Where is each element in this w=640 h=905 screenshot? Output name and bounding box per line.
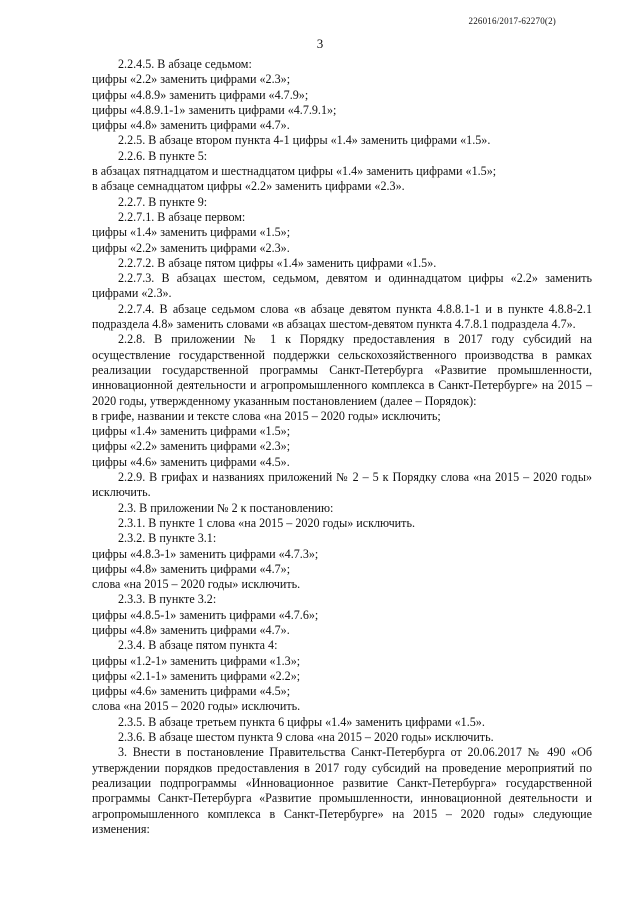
paragraph: цифры «2.2» заменить цифрами «2.3»; bbox=[92, 439, 291, 454]
paragraph: 2.2.6. В пункте 5: bbox=[118, 148, 208, 163]
paragraph: цифры «2.1-1» заменить цифрами «2.2»; bbox=[92, 668, 301, 683]
paragraph: 2.2.7. В пункте 9: bbox=[118, 194, 208, 209]
paragraph: 2.2.5. В абзаце втором пункта 4-1 цифры «1.4» заменить цифрами «1.5». bbox=[118, 133, 491, 148]
paragraph: цифры «1.2-1» заменить цифрами «1.3»; bbox=[92, 653, 301, 668]
paragraph: 2.2.9. В грифах и названиях приложений № 2 – 5 к Порядку слова «на 2015 – 2020 годы» исключить. bbox=[92, 470, 592, 500]
document-body bbox=[92, 57, 592, 837]
paragraph: цифры «4.6» заменить цифрами «4.5»; bbox=[92, 684, 291, 699]
paragraph: цифры «4.8» заменить цифрами «4.7»; bbox=[92, 561, 291, 576]
paragraph: цифры «1.4» заменить цифрами «1.5»; bbox=[92, 225, 291, 240]
paragraph: 2.2.7.1. В абзаце первом: bbox=[118, 209, 246, 224]
paragraph: слова «на 2015 – 2020 годы» исключить. bbox=[92, 577, 301, 592]
paragraph: цифры «4.8.3-1» заменить цифрами «4.7.3»; bbox=[92, 546, 319, 561]
document-id: 226016/2017-62270(2) bbox=[468, 16, 556, 26]
paragraph: 2.2.8. В приложении № 1 к Порядку предоставления в 2017 году субсидий на осуществление государственной поддержки сельскохозяйственного производства в рамках реализации государственной программы Санкт-Петербурга «Развитие промышленности, инновационной деятельности и агропромышленного комплекса в Санкт-Петербурге» на 2015 – 2020 годы, утвержденному указанным постановлением (далее – Порядок): bbox=[92, 332, 592, 408]
paragraph: в абзацах пятнадцатом и шестнадцатом цифры «1.4» заменить цифрами «1.5»; bbox=[92, 164, 497, 179]
paragraph: цифры «1.4» заменить цифрами «1.5»; bbox=[92, 424, 291, 439]
paragraph: 2.3.5. В абзаце третьем пункта 6 цифры «1.4» заменить цифрами «1.5». bbox=[118, 714, 485, 729]
paragraph: 2.3. В приложении № 2 к постановлению: bbox=[118, 500, 334, 515]
paragraph: 2.2.4.5. В абзаце седьмом: bbox=[118, 57, 252, 71]
paragraph: 3. Внести в постановление Правительства Санкт-Петербурга от 20.06.2017 № 490 «Об утверждении порядков предоставления в 2017 году субсидий на проведение мероприятий по реализации подпрограммы «Инновационное развитие Санкт-Петербурга» государственной программы Санкт-Петербурга «Развитие промышленности, инновационной деятельности и агропромышленного комплекса в Санкт-Петербурге» на 2015 – 2020 годы» следующие изменения: bbox=[92, 745, 592, 836]
paragraph: цифры «4.8» заменить цифрами «4.7». bbox=[92, 622, 290, 637]
paragraph: 2.2.7.3. В абзацах шестом, седьмом, девятом и одиннадцатом цифры «2.2» заменить цифрами «2.3». bbox=[92, 271, 592, 301]
paragraph: в абзаце семнадцатом цифры «2.2» заменить цифрами «2.3». bbox=[92, 179, 405, 194]
paragraph: слова «на 2015 – 2020 годы» исключить. bbox=[92, 699, 301, 714]
paragraph: цифры «4.8» заменить цифрами «4.7». bbox=[92, 118, 290, 133]
paragraph: 2.2.7.4. В абзаце седьмом слова «в абзаце девятом пункта 4.8.8.1-1 и в пункте 4.8.8-2.1 подраздела 4.8» заменить словами «в абзацах шестом-девятом пункта 4.7.8.1 подраздела 4.7». bbox=[92, 301, 592, 332]
paragraph: в грифе, названии и тексте слова «на 2015 – 2020 годы» исключить; bbox=[92, 408, 441, 423]
paragraph: цифры «2.2» заменить цифрами «2.3»; bbox=[92, 72, 291, 87]
paragraph: цифры «4.8.5-1» заменить цифрами «4.7.6»; bbox=[92, 607, 319, 622]
paragraph: 2.3.2. В пункте 3.1: bbox=[118, 531, 217, 546]
paragraph: цифры «4.8.9» заменить цифрами «4.7.9»; bbox=[92, 87, 309, 102]
paragraph: 2.3.4. В абзаце пятом пункта 4: bbox=[118, 638, 278, 653]
paragraph: цифры «4.6» заменить цифрами «4.5». bbox=[92, 454, 290, 469]
paragraph: цифры «4.8.9.1-1» заменить цифрами «4.7.9.1»; bbox=[92, 102, 337, 117]
page-number: 3 bbox=[316, 36, 324, 51]
paragraph: 2.3.3. В пункте 3.2: bbox=[118, 592, 217, 607]
paragraph: цифры «2.2» заменить цифрами «2.3». bbox=[92, 240, 290, 255]
paragraph: 2.2.7.2. В абзаце пятом цифры «1.4» заменить цифрами «1.5». bbox=[118, 255, 437, 270]
paragraph: 2.3.6. В абзаце шестом пункта 9 слова «на 2015 – 2020 годы» исключить. bbox=[118, 730, 494, 745]
paragraph: 2.3.1. В пункте 1 слова «на 2015 – 2020 годы» исключить. bbox=[118, 515, 415, 530]
